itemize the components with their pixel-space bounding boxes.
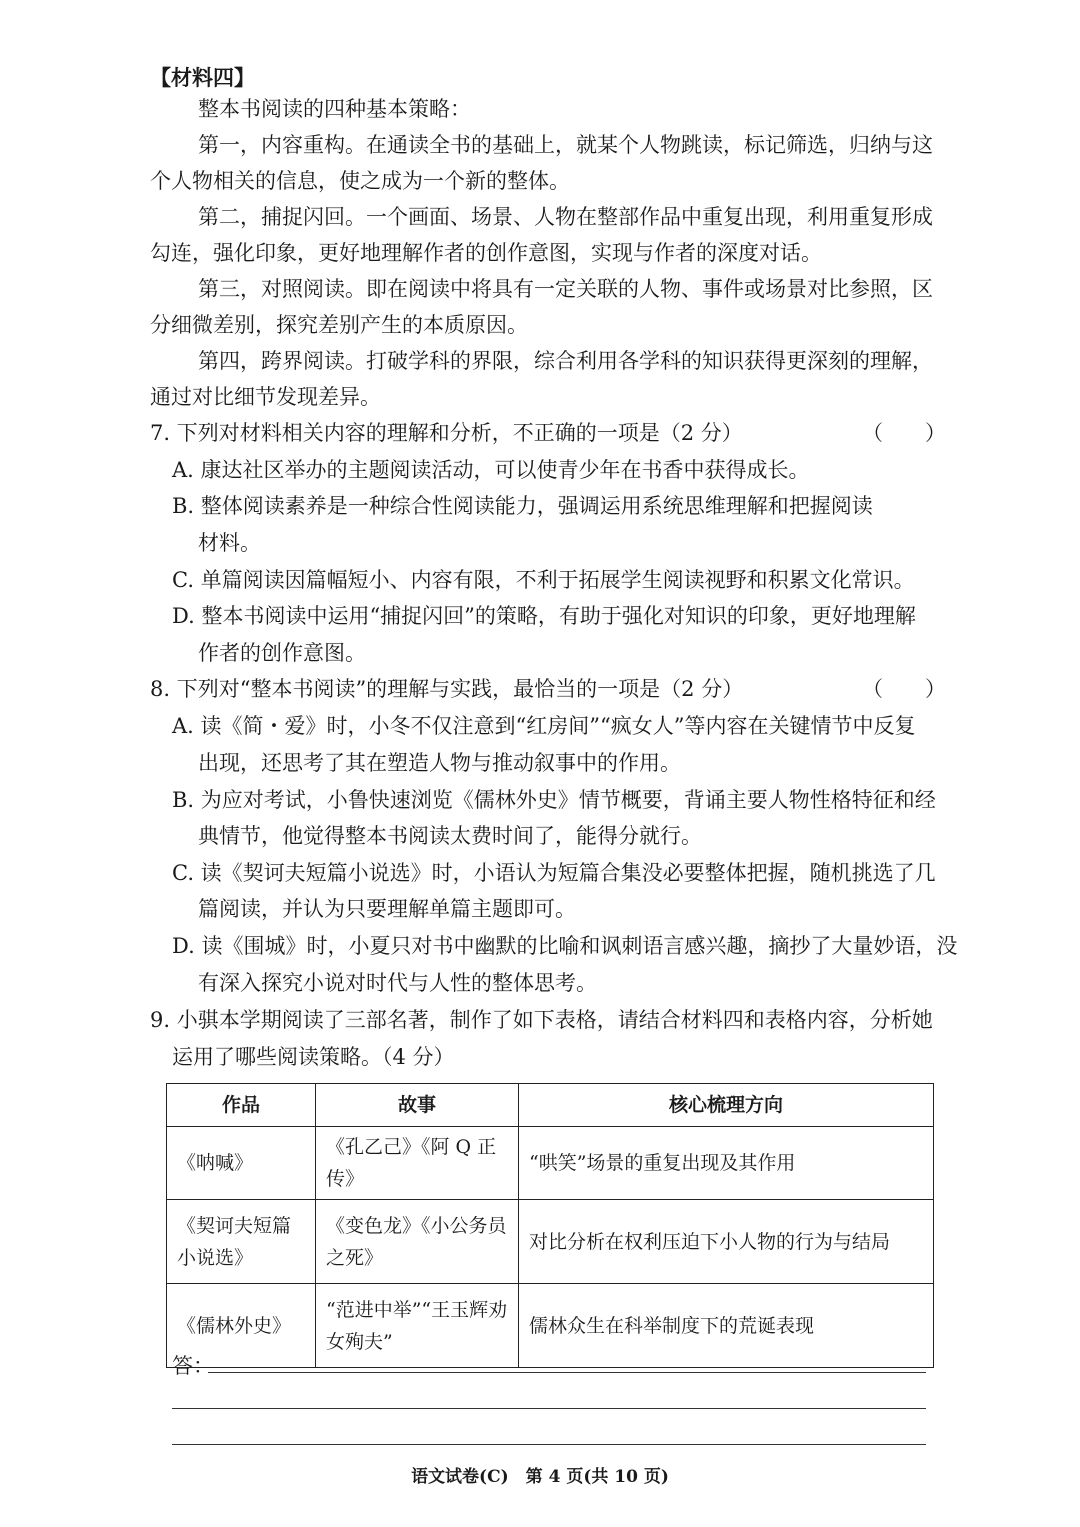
material-line: 第三，对照阅读。即在阅读中将具有一定关联的人物、事件或场景对比参照，区: [198, 277, 933, 301]
material-line: 第一，内容重构。在通读全书的基础上，就某个人物跳读，标记筛选，归纳与这: [198, 133, 933, 157]
question-7-option-c: C. 单篇阅读因篇幅短小、内容有限，不利于拓展学生阅读视野和积累文化常识。: [172, 568, 915, 592]
material-heading: 【材料四】: [150, 66, 255, 90]
table-cell: 《孔乙己》《阿 Q 正传》: [316, 1127, 519, 1200]
answer-line[interactable]: [208, 1372, 926, 1373]
table-cell: 《变色龙》《小公务员之死》: [316, 1200, 519, 1284]
answer-line[interactable]: [172, 1408, 926, 1409]
table-cell: 儒林众生在科举制度下的荒诞表现: [519, 1284, 934, 1368]
reading-strategy-table: [166, 1083, 934, 1368]
question-7-option-a: A. 康达社区举办的主题阅读活动，可以使青少年在书香中获得成长。: [172, 458, 810, 482]
material-line: 分细微差别，探究差别产生的本质原因。: [150, 313, 528, 337]
table-row: [167, 1127, 934, 1200]
question-8-option-c-cont: 篇阅读，并认为只要理解单篇主题即可。: [198, 897, 576, 921]
table-header: 故事: [316, 1084, 519, 1127]
material-intro: 整本书阅读的四种基本策略：: [198, 97, 471, 121]
question-7-option-b: B. 整体阅读素养是一种综合性阅读能力，强调运用系统思维理解和把握阅读: [172, 494, 873, 518]
table-header-row: [167, 1084, 934, 1127]
question-7-stem: 7. 下列对材料相关内容的理解和分析，不正确的一项是（2 分）: [150, 421, 743, 445]
material-line: 勾连，强化印象，更好地理解作者的创作意图，实现与作者的深度对话。: [150, 241, 822, 265]
question-7-answer-bracket[interactable]: （ ）: [862, 421, 946, 445]
table-cell: “范进中举”“王玉辉劝女殉夫”: [316, 1284, 519, 1368]
table-cell: 对比分析在权利压迫下小人物的行为与结局: [519, 1200, 934, 1284]
table-cell: 《儒林外史》: [167, 1284, 316, 1368]
material-line: 个人物相关的信息，使之成为一个新的整体。: [150, 169, 570, 193]
question-8-option-d-cont: 有深入探究小说对时代与人性的整体思考。: [198, 971, 597, 995]
question-8-stem: 8. 下列对“整本书阅读”的理解与实践，最恰当的一项是（2 分）: [150, 677, 744, 701]
question-7-option-d-cont: 作者的创作意图。: [198, 641, 366, 665]
answer-line[interactable]: [172, 1444, 926, 1445]
page-footer: 语文试卷(C) 第 4 页(共 10 页): [411, 1467, 669, 1487]
table-header: 核心梳理方向: [519, 1084, 934, 1127]
question-8-option-d: D. 读《围城》时，小夏只对书中幽默的比喻和讽刺语言感兴趣，摘抄了大量妙语，没: [172, 934, 958, 958]
material-line: 第二，捕捉闪回。一个画面、场景、人物在整部作品中重复出现，利用重复形成: [198, 205, 933, 229]
question-8-option-b-cont: 典情节，他觉得整本书阅读太费时间了，能得分就行。: [198, 824, 702, 848]
answer-label: 答：: [172, 1354, 214, 1378]
material-line: 第四，跨界阅读。打破学科的界限，综合利用各学科的知识获得更深刻的理解，: [198, 349, 933, 373]
table-cell: “哄笑”场景的重复出现及其作用: [519, 1127, 934, 1200]
material-line: 通过对比细节发现差异。: [150, 385, 381, 409]
table-cell: 《契诃夫短篇小说选》: [167, 1200, 316, 1284]
question-8-option-a-cont: 出现，还思考了其在塑造人物与推动叙事中的作用。: [198, 751, 681, 775]
question-9-stem-cont: 运用了哪些阅读策略。（4 分）: [172, 1045, 455, 1069]
question-8-answer-bracket[interactable]: （ ）: [862, 677, 946, 701]
table-header: 作品: [167, 1084, 316, 1127]
question-8-option-c: C. 读《契诃夫短篇小说选》时，小语认为短篇合集没必要整体把握，随机挑选了几: [172, 861, 936, 885]
question-9-stem: 9. 小骐本学期阅读了三部名著，制作了如下表格，请结合材料四和表格内容，分析她: [150, 1008, 933, 1032]
question-8-option-a: A. 读《简・爱》时，小冬不仅注意到“红房间”“疯女人”等内容在关键情节中反复: [172, 714, 916, 738]
table-row: [167, 1200, 934, 1284]
question-7-option-b-cont: 材料。: [198, 531, 261, 555]
question-8-option-b: B. 为应对考试，小鲁快速浏览《儒林外史》情节概要，背诵主要人物性格特征和经: [172, 788, 936, 812]
table-row: [167, 1284, 934, 1368]
question-7-option-d: D. 整本书阅读中运用“捕捉闪回”的策略，有助于强化对知识的印象，更好地理解: [172, 604, 916, 628]
table-cell: 《呐喊》: [167, 1127, 316, 1200]
